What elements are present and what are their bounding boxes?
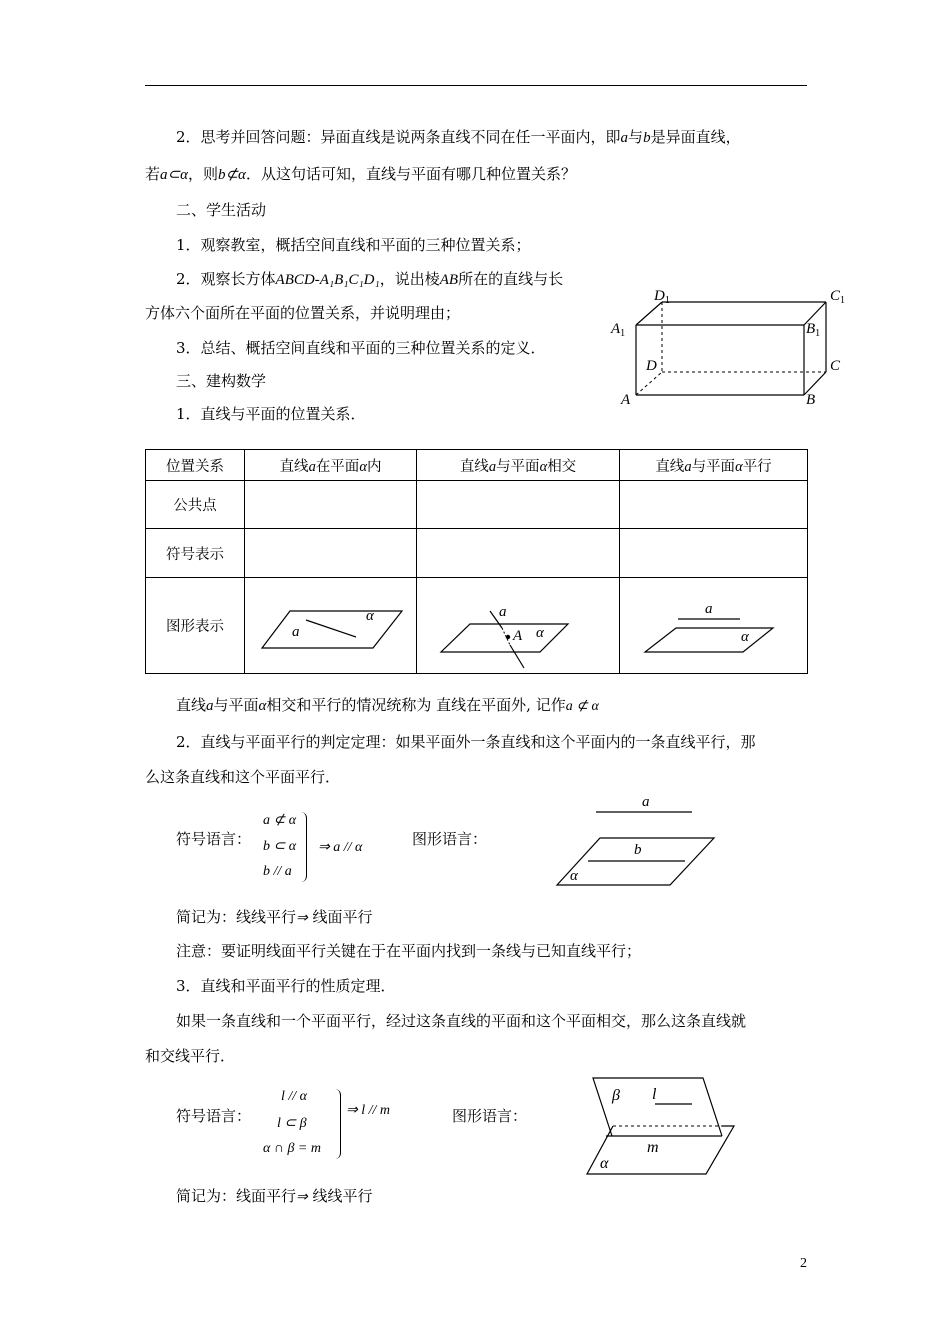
outside-note: 直线a与平面α相交和平行的情况统称为 直线在平面外, 记作a ⊄ α xyxy=(176,696,599,714)
section2-item1: 1．观察教室，概括空间直线和平面的三种位置关系； xyxy=(176,236,531,254)
header-cell: 直线a在平面α内 xyxy=(245,450,417,481)
theorem2-figure-label: 图形语言： xyxy=(412,830,488,848)
page-number: 2 xyxy=(800,1256,807,1271)
header-cell: 直线a与平面α平行 xyxy=(620,450,808,481)
section3-heading: 三、建构数学 xyxy=(176,372,267,390)
theorem2-conclusion: ⇒ a // α xyxy=(318,840,363,855)
theorem3-heading: 3．直线和平面平行的性质定理． xyxy=(176,977,396,995)
theorem2-note: 注意：要证明线面平行关键在于在平面内找到一条线与已知直线平行； xyxy=(176,942,642,960)
header-cell: 位置关系 xyxy=(146,450,245,481)
theorem2-cond2: b ⊂ α xyxy=(263,839,297,854)
theorem3-short: 简记为：线面平行⇒ 线线平行 xyxy=(176,1187,373,1205)
section2-item2-cont: 方体六个面所在平面的位置关系，并说明理由； xyxy=(145,304,461,322)
theorem2-cond1: a ⊄ α xyxy=(263,813,297,828)
svg-text:α: α xyxy=(741,629,749,645)
theorem3-line1: 如果一条直线和一个平面平行，经过这条直线的平面和这个平面相交，那么这条直线就 xyxy=(176,1012,747,1030)
svg-text:α: α xyxy=(570,868,578,884)
theorem3-cond3: α ∩ β = m xyxy=(263,1141,321,1156)
label-D1: $D_1$ xyxy=(654,288,670,306)
plane-alpha xyxy=(587,1126,734,1174)
theorem3-cond1: l // α xyxy=(281,1089,308,1104)
section3-item1: 1．直线与平面的位置关系． xyxy=(176,405,366,423)
svg-text:a: a xyxy=(499,604,507,620)
label-B1: $B_1$ xyxy=(806,321,821,339)
svg-text:A: A xyxy=(513,628,523,644)
row-label: 图形表示 xyxy=(146,578,245,674)
svg-text:m: m xyxy=(647,1139,659,1156)
theorem3-symbol-label: 符号语言： xyxy=(176,1107,252,1125)
intro-q2-line2: 若a⊂α，则b⊄α．从这句话可知，直线与平面有哪几种位置关系？ xyxy=(145,165,576,183)
label-C1: $C_1$ xyxy=(830,288,846,306)
theorem2-line1: 2．直线与平面平行的判定定理：如果平面外一条直线和这个平面内的一条直线平行，那 xyxy=(176,733,756,751)
svg-text:β: β xyxy=(612,1087,620,1104)
header-cell: 直线a与平面α相交 xyxy=(417,450,620,481)
svg-text:b: b xyxy=(634,842,642,858)
section2-item3: 3．总结、概括空间直线和平面的三种位置关系的定义． xyxy=(176,339,546,357)
theorem2-cond3: b // a xyxy=(263,864,292,879)
theorem2-short: 简记为：线线平行⇒ 线面平行 xyxy=(176,908,373,926)
svg-text:a: a xyxy=(292,624,300,640)
row-label: 符号表示 xyxy=(146,529,245,578)
svg-text:l: l xyxy=(652,1086,657,1103)
svg-text:a: a xyxy=(642,794,650,810)
theorem2-symbol-label: 符号语言： xyxy=(176,830,252,848)
theorem3-line2: 和交线平行． xyxy=(145,1047,236,1065)
theorem2-line2: 么这条直线和这个平面平行． xyxy=(145,768,341,786)
svg-text:a: a xyxy=(705,601,713,617)
label-D: D xyxy=(646,358,657,374)
label-C: C xyxy=(830,358,841,374)
row-label: 公共点 xyxy=(146,481,245,529)
theorem3-figure-label: 图形语言： xyxy=(452,1107,528,1125)
svg-text:α: α xyxy=(536,625,544,641)
section2-item2: 2．观察长方体ABCD-A₁B₁C₁D₁，说出棱AB所在的直线与长 xyxy=(176,270,564,288)
intro-q2-line1: 2．思考并回答问题：异面直线是说两条直线不同在任一平面内，即a与b是异面直线， xyxy=(176,128,741,146)
label-A: A xyxy=(621,392,631,408)
theorem3-conclusion: ⇒ l // m xyxy=(346,1103,391,1118)
theorem3-cond2: l ⊂ β xyxy=(277,1116,307,1131)
label-B: B xyxy=(806,392,816,408)
svg-text:α: α xyxy=(366,608,374,624)
svg-text:α: α xyxy=(600,1155,609,1172)
label-A1: $A_1$ xyxy=(611,321,626,339)
section2-heading: 二、学生活动 xyxy=(176,201,267,219)
